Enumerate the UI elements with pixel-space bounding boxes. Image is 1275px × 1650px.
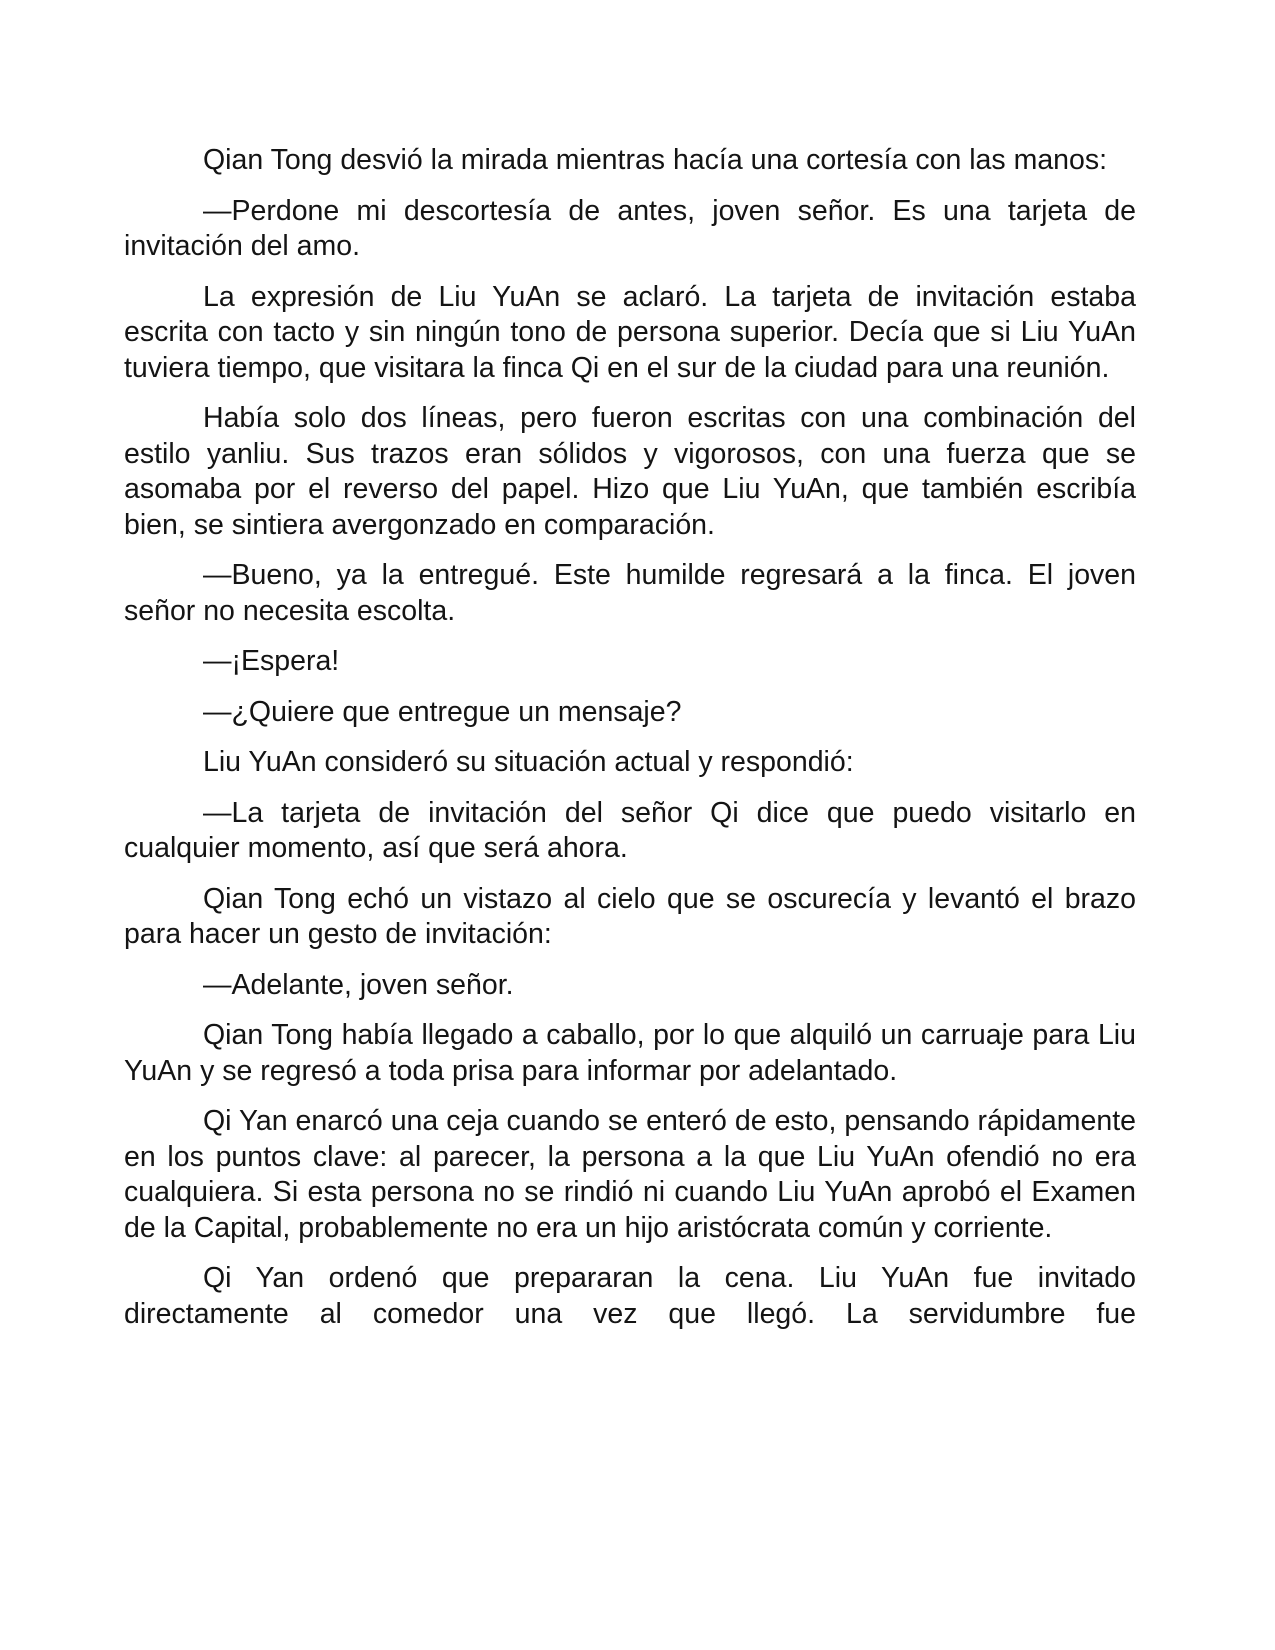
paragraph-6: —¡Espera! <box>203 645 340 677</box>
paragraph-13: Qi Yan enarcó una ceja cuando se enteró de esto, pensando rápidamente en los puntos clave: al parecer, la persona a la que Liu YuAn ofendió no era cualquiera. Si esta persona no se rindió ni cuando Liu YuAn aprobó el Examen de la Capital, probablemente no era un hijo aristócrata común y corriente. <box>124 1105 1136 1244</box>
paragraph-2: —Perdone mi descortesía de antes, joven señor. Es una tarjeta de invitación del amo. <box>124 194 1136 262</box>
paragraph-10: Qian Tong echó un vistazo al cielo que se oscurecía y levantó el brazo para hacer un gesto de invitación: <box>124 882 1136 950</box>
paragraph-1: Qian Tong desvió la mirada mientras hacía una cortesía con las manos: <box>203 144 1108 176</box>
paragraph-12: Qian Tong había llegado a caballo, por lo que alquiló un carruaje para Liu YuAn y se regresó a toda prisa para informar por adelantado. <box>124 1019 1136 1087</box>
paragraph-3: La expresión de Liu YuAn se aclaró. La tarjeta de invitación estaba escrita con tacto y sin ningún tono de persona superior. Decía que si Liu YuAn tuviera tiempo, que visitara la finca Qi en el sur de la ciudad para una reunión. <box>124 280 1136 384</box>
paragraph-4: Había solo dos líneas, pero fueron escritas con una combinación del estilo yanliu. Sus trazos eran sólidos y vigorosos, con una fuerza que se asomaba por el reverso del papel. Hizo que Liu YuAn, que también escribía bien, se sintiera avergonzado en comparación. <box>124 402 1136 541</box>
paragraph-5: —Bueno, ya la entregué. Este humilde regresará a la finca. El joven señor no necesita escolta. <box>124 559 1136 627</box>
paragraph-7: —¿Quiere que entregue un mensaje? <box>203 695 682 728</box>
paragraph-14: Qi Yan ordenó que prepararan la cena. Liu YuAn fue invitado directamente al comedor una vez que llegó. La servidumbre fue <box>124 1262 1136 1330</box>
paragraph-9: —La tarjeta de invitación del señor Qi dice que puedo visitarlo en cualquier momento, así que será ahora. <box>124 796 1136 864</box>
document-page <box>124 143 1136 1603</box>
paragraph-8: Liu YuAn consideró su situación actual y respondió: <box>203 746 854 778</box>
paragraph-11: —Adelante, joven señor. <box>203 968 514 1001</box>
